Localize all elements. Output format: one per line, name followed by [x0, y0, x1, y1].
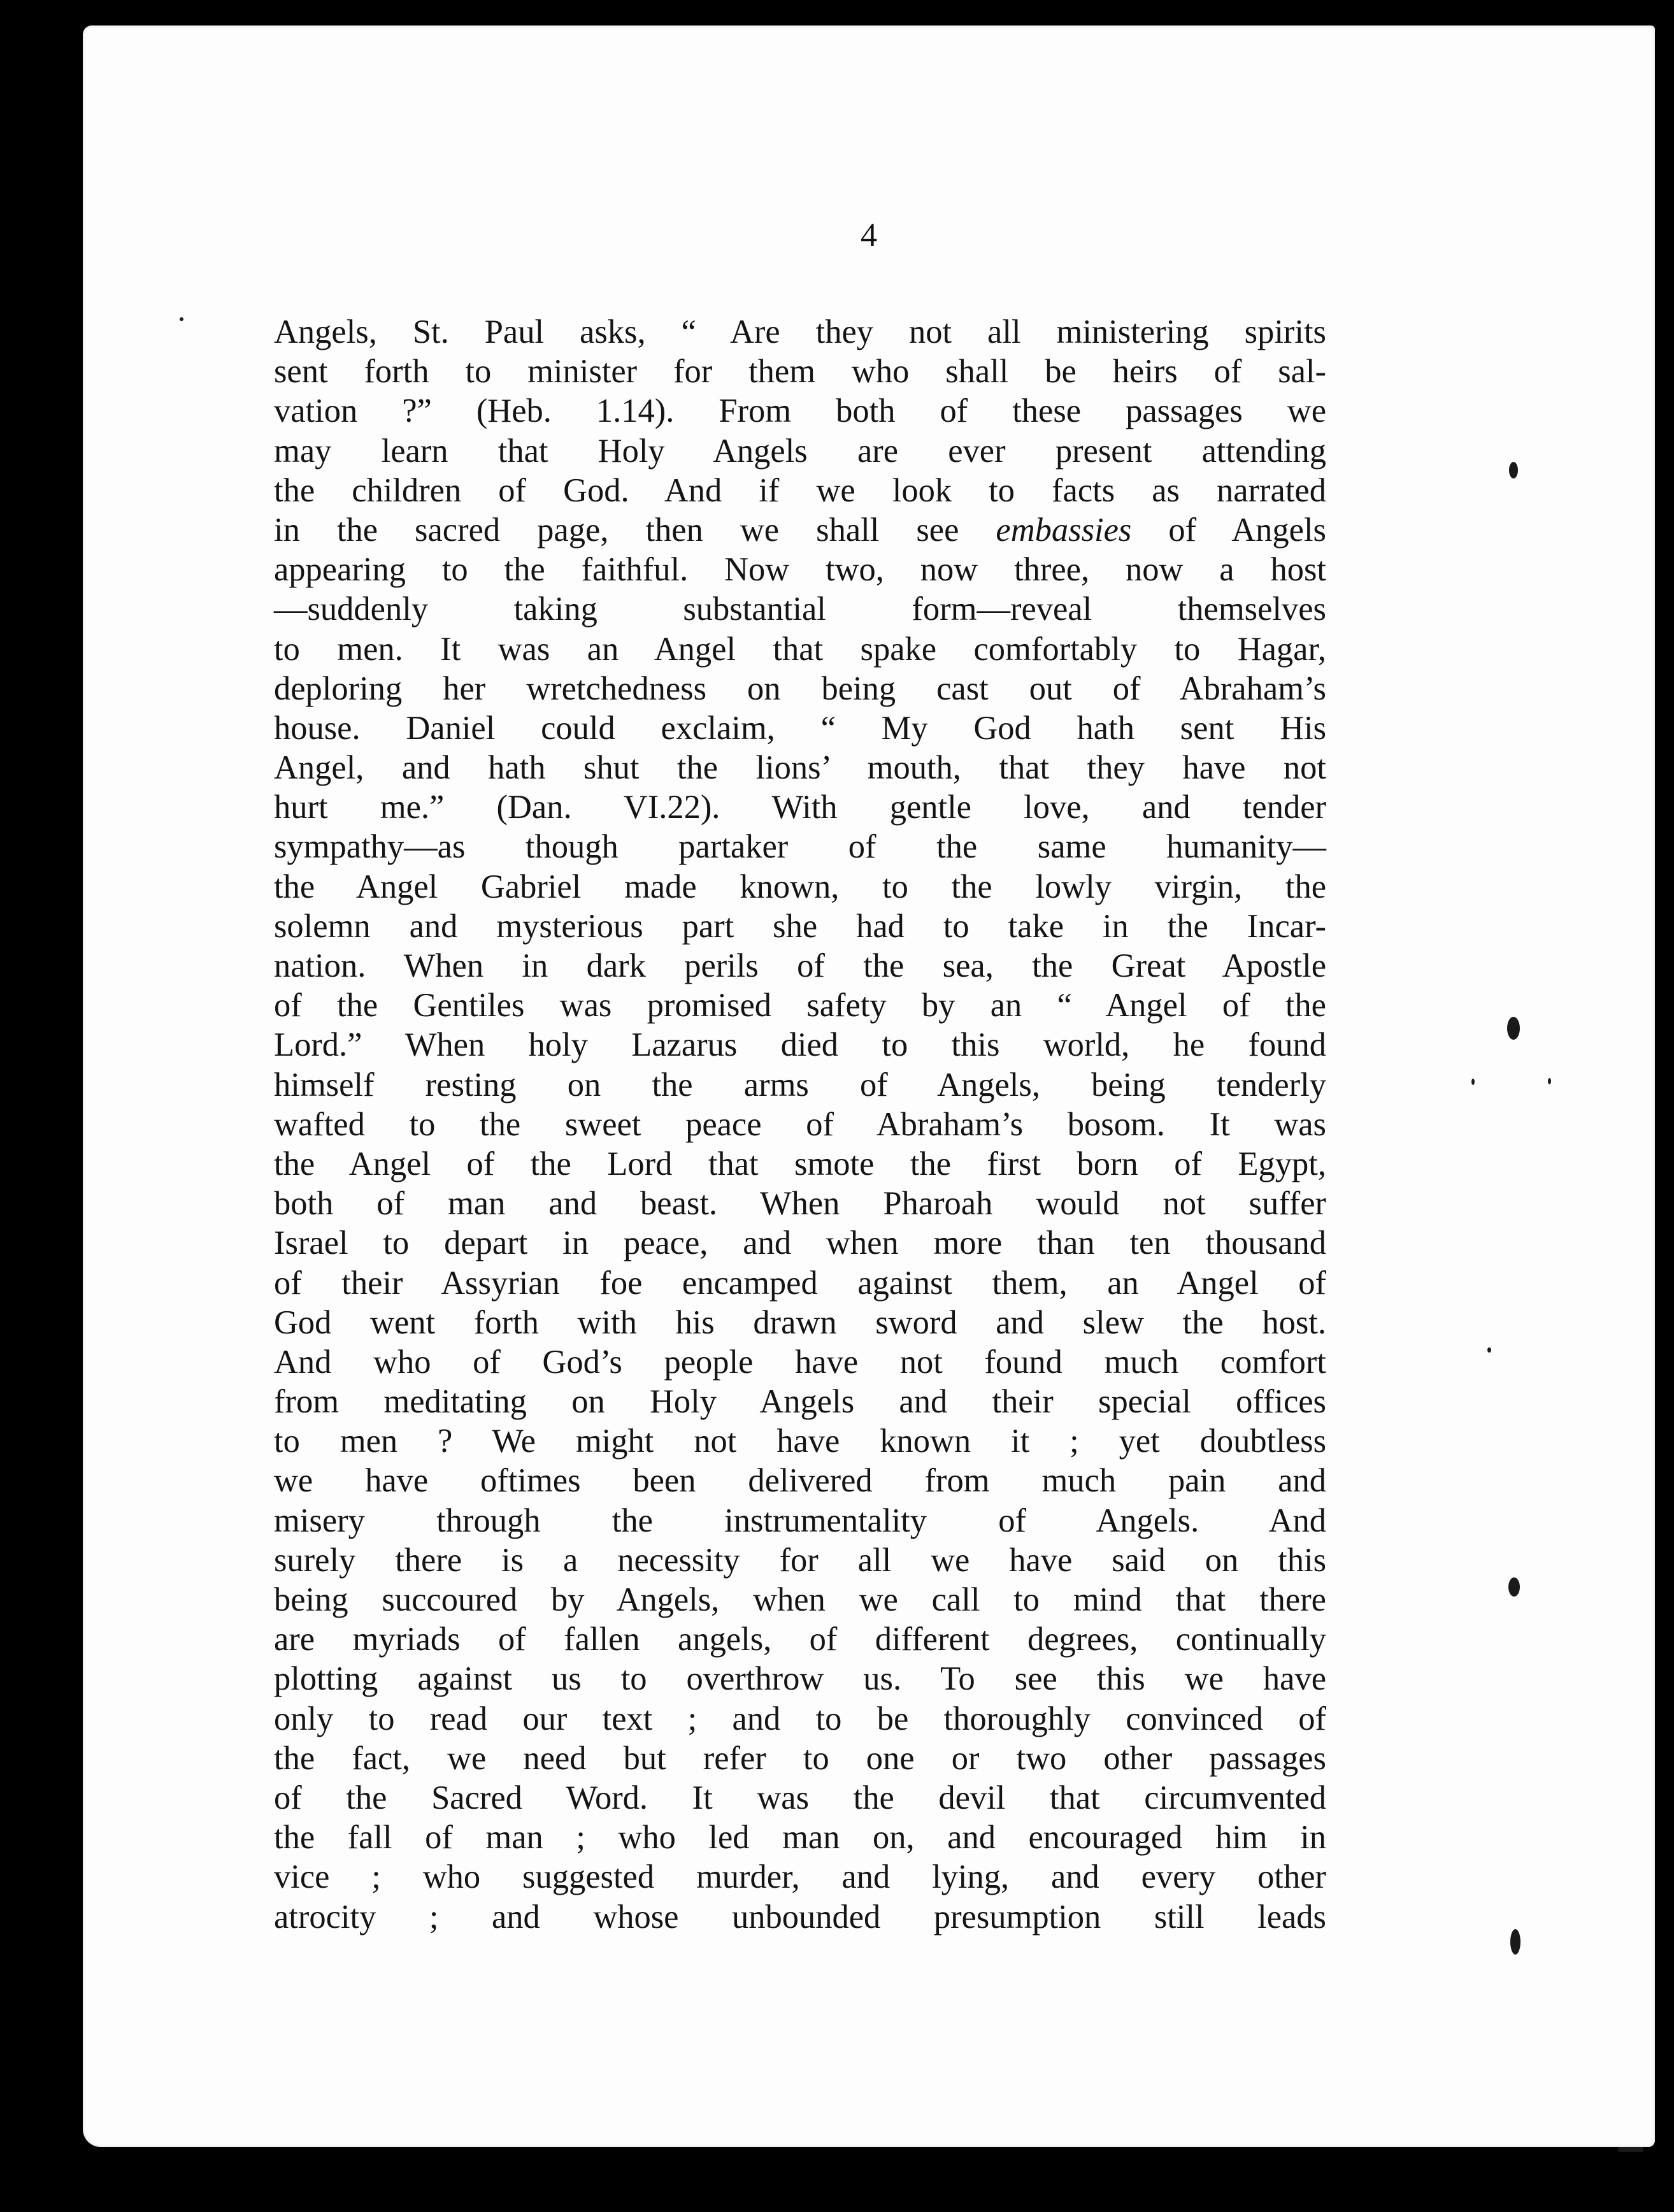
text-line: of their Assyrian foe encamped against them, an Angel of	[274, 1264, 1326, 1302]
text-line: solemn and mysterious part she had to take in the Incar-	[274, 907, 1326, 945]
text-line: plotting against us to overthrow us. To see this we have	[274, 1660, 1326, 1698]
text-line: deploring her wretchedness on being cast out of Abraham’s	[274, 670, 1326, 707]
text-line: from meditating on Holy Angels and their special offices	[274, 1383, 1326, 1421]
italic-word: embassies	[996, 511, 1132, 549]
text-line: of the Gentiles was promised safety by an “ Angel of the	[274, 987, 1326, 1024]
text-line: house. Daniel could exclaim, “ My God hath sent His	[274, 709, 1326, 747]
scan-speck	[1510, 1929, 1520, 1955]
scan-speck	[1618, 2147, 1643, 2152]
text-line: hurt me.” (Dan. VI.22). With gentle love, and tender	[274, 789, 1326, 826]
text-line: the fact, we need but refer to one or two other passages	[274, 1739, 1326, 1777]
text-line: the Angel Gabriel made known, to the lowly virgin, the	[274, 868, 1326, 905]
text-line: only to read our text ; and to be thoroughly convinced of	[274, 1700, 1326, 1737]
text-line: of the Sacred Word. It was the devil that circumvented	[274, 1779, 1326, 1816]
text-line: in the sacred page, then we shall see embassies of Angels	[274, 511, 1326, 549]
text-line: misery through the instrumentality of Angels. And	[274, 1502, 1326, 1539]
scan-speck	[180, 317, 183, 321]
text-line: the children of God. And if we look to facts as narrated	[274, 471, 1326, 509]
text-line: sent forth to minister for them who shall be heirs of sal-	[274, 353, 1326, 391]
scan-speck	[1487, 1347, 1491, 1353]
text-line: vation ?” (Heb. 1.14). From both of these passages we	[274, 392, 1326, 430]
text-line: to men. It was an Angel that spake comfortably to Hagar,	[274, 630, 1326, 668]
text-line: appearing to the faithful. Now two, now three, now a host	[274, 551, 1326, 589]
text-line: surely there is a necessity for all we have said on this	[274, 1541, 1326, 1579]
text-line: Lord.” When holy Lazarus died to this world, he found	[274, 1026, 1326, 1064]
text-line: nation. When in dark perils of the sea, the Great Apostle	[274, 947, 1326, 984]
text-line: both of man and beast. When Pharoah would not suffer	[274, 1185, 1326, 1223]
text-line: And who of God’s people have not found much comfort	[274, 1343, 1326, 1381]
text-line: God went forth with his drawn sword and slew the host.	[274, 1304, 1326, 1341]
text-line: being succoured by Angels, when we call to mind that there	[274, 1581, 1326, 1618]
scan-speck	[1508, 1577, 1520, 1597]
text-line: himself resting on the arms of Angels, being tenderly	[274, 1066, 1326, 1103]
text-line: wafted to the sweet peace of Abraham’s bosom. It was	[274, 1105, 1326, 1143]
body-text	[274, 312, 1326, 1937]
scan-speck	[1548, 1078, 1551, 1084]
text-line: to men ? We might not have known it ; yet doubtless	[274, 1423, 1326, 1460]
text-line: atrocity ; and whose unbounded presumption still leads	[274, 1898, 1326, 1936]
text-line: are myriads of fallen angels, of different degrees, continually	[274, 1621, 1326, 1658]
text-line: sympathy—as though partaker of the same humanity—	[274, 828, 1326, 866]
text-line: may learn that Holy Angels are ever present attending	[274, 432, 1326, 470]
scan-speck	[1509, 462, 1518, 478]
text-line: the fall of man ; who led man on, and encouraged him in	[274, 1819, 1326, 1856]
text-line: Israel to depart in peace, and when more than ten thousand	[274, 1224, 1326, 1262]
scan-speck	[1471, 1079, 1475, 1085]
text-line: we have oftimes been delivered from much pain and	[274, 1462, 1326, 1500]
page-number: 4	[861, 217, 877, 254]
text-line: Angel, and hath shut the lions’ mouth, that they have not	[274, 749, 1326, 787]
text-line: vice ; who suggested murder, and lying, and every other	[274, 1858, 1326, 1896]
scan-speck	[1507, 1017, 1520, 1040]
text-line: the Angel of the Lord that smote the first born of Egypt,	[274, 1145, 1326, 1182]
text-line: —suddenly taking substantial form—reveal themselves	[274, 591, 1326, 628]
page-sheet	[83, 25, 1655, 2147]
text-line: Angels, St. Paul asks, “ Are they not all ministering spirits	[274, 313, 1326, 350]
